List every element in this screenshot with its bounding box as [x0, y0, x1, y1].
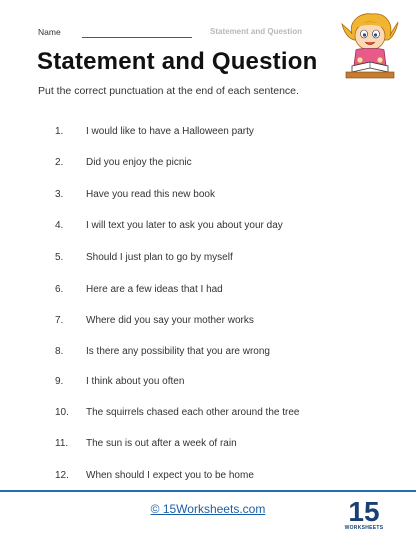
item-text: Here are a few ideas that I had	[86, 284, 223, 295]
item-text: I will text you later to ask you about your day	[86, 220, 283, 231]
item-number: 7.	[55, 315, 64, 326]
item-text: Should I just plan to go by myself	[86, 252, 233, 263]
mascot-icon	[340, 10, 400, 80]
page-title: Statement and Question	[37, 48, 318, 75]
item-number: 5.	[55, 252, 64, 263]
item-text: Have you read this new book	[86, 189, 215, 200]
item-number: 6.	[55, 284, 64, 295]
fifteen-worksheets-logo-icon	[344, 492, 384, 532]
item-number: 12.	[55, 470, 69, 481]
item-text: I think about you often	[86, 376, 185, 387]
item-text: Did you enjoy the picnic	[86, 157, 192, 168]
item-text: Where did you say your mother works	[86, 315, 254, 326]
header-subtitle: Statement and Question	[210, 27, 303, 36]
item-number: 3.	[55, 189, 64, 200]
item-number: 9.	[55, 376, 64, 387]
logo-subtext: WORKSHEETS	[344, 525, 384, 531]
logo-number: 15	[348, 496, 380, 527]
item-number: 8.	[55, 346, 64, 357]
item-number: 1.	[55, 126, 64, 137]
name-line[interactable]	[82, 37, 192, 38]
item-text: Is there any possibility that you are wrong	[86, 346, 270, 357]
item-text: I would like to have a Halloween party	[86, 126, 254, 137]
item-text: When should I expect you to be home	[86, 470, 254, 481]
item-text: The sun is out after a week of rain	[86, 438, 237, 449]
item-text: The squirrels chased each other around the tree	[86, 407, 300, 418]
item-number: 11.	[55, 438, 69, 449]
item-number: 2.	[55, 157, 64, 168]
instructions: Put the correct punctuation at the end of each sentence.	[38, 85, 299, 97]
item-number: 4.	[55, 220, 64, 231]
item-number: 10.	[55, 407, 69, 418]
name-label: Name	[38, 27, 61, 37]
copyright-link[interactable]: © 15Worksheets.com	[150, 502, 266, 516]
